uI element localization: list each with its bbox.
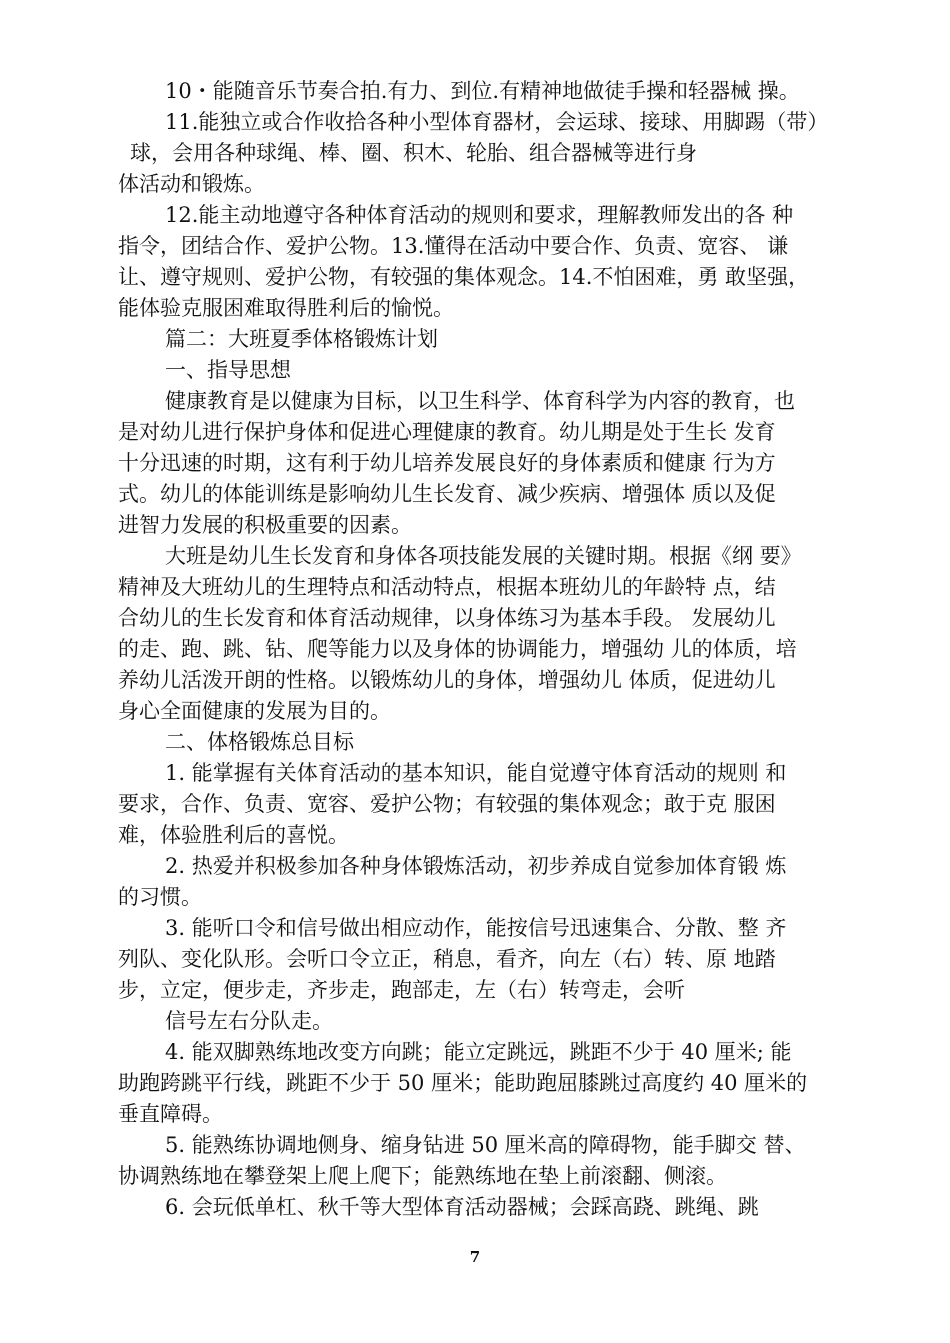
text-line: 健康教育是以健康为目标，以卫生科学、体育科学为内容的教育，也: [165, 389, 795, 413]
text-line: 垂直障碍。: [118, 1102, 223, 1126]
text-line: 信号左右分队走。: [165, 1009, 333, 1033]
text-line: 4. 能双脚熟练地改变方向跳；能立定跳远，跳距不少于 40 厘米; 能: [165, 1040, 792, 1064]
text-line: 10・能随音乐节奏合拍.有力、到位.有精神地做徒手操和轻器械 操。: [165, 79, 800, 103]
text-line: 要求，合作、负责、宽容、爱护公物；有较强的集体观念；敢于克 服困: [118, 792, 776, 816]
text-line: 协调熟练地在攀登架上爬上爬下；能熟练地在垫上前滚翻、侧滚。: [118, 1164, 727, 1188]
text-line: 3. 能听口令和信号做出相应动作，能按信号迅速集合、分散、整 齐: [165, 916, 787, 940]
text-line: 十分迅速的时期，这有利于幼儿培养发展良好的身体素质和健康 行为方: [118, 451, 776, 475]
text-line: 6. 会玩低单杠、秋千等大型体育活动器械；会踩高跷、跳绳、跳: [165, 1195, 759, 1219]
text-line: 精神及大班幼儿的生理特点和活动特点，根据本班幼儿的年龄特 点，结: [118, 575, 776, 599]
section-heading: 篇二：大班夏季体格锻炼计划: [165, 327, 438, 351]
text-line: 指令，团结合作、爱护公物。13.懂得在活动中要合作、负责、宽容、 谦: [118, 234, 789, 258]
text-line: 是对幼儿进行保护身体和促进心理健康的教育。幼儿期是处于生长 发育: [118, 420, 776, 444]
text-line: 的习惯。: [118, 885, 202, 909]
text-line: 身心全面健康的发展为目的。: [118, 699, 391, 723]
page-number: 7: [469, 1248, 481, 1266]
text-line: 2. 热爱并积极参加各种身体锻炼活动，初步养成自觉参加体育锻 炼: [165, 854, 787, 878]
section-heading: 二、体格锻炼总目标: [165, 730, 354, 754]
text-line: 1. 能掌握有关体育活动的基本知识，能自觉遵守体育活动的规则 和: [165, 761, 787, 785]
text-line: 让、遵守规则、爱护公物，有较强的集体观念。14.不怕困难，勇 敢坚强，: [118, 265, 810, 289]
document-body: [118, 76, 830, 1223]
text-line: 11.能独立或合作收拾各种小型体育器材，会运球、接球、用脚踢（带）: [165, 110, 829, 134]
text-line: 能体验克服困难取得胜利后的愉悦。: [118, 296, 454, 320]
text-line: 球，会用各种球绳、棒、圈、积木、轮胎、组合器械等进行身: [130, 141, 697, 165]
section-heading: 一、指导思想: [165, 358, 291, 382]
text-line: 合幼儿的生长发育和体育活动规律，以身体练习为基本手段。 发展幼儿: [118, 606, 776, 630]
text-line: 体活动和锻炼。: [118, 172, 265, 196]
text-line: 养幼儿活泼开朗的性格。以锻炼幼儿的身体，增强幼儿 体质，促进幼儿: [118, 668, 776, 692]
text-line: 12.能主动地遵守各种体育活动的规则和要求，理解教师发出的各 种: [165, 203, 794, 227]
text-line: 助跑跨跳平行线，跳距不少于 50 厘米；能助跑屈膝跳过高度约 40 厘米的: [118, 1071, 808, 1095]
text-line: 难，体验胜利后的喜悦。: [118, 823, 349, 847]
text-line: 式。幼儿的体能训练是影响幼儿生长发育、减少疾病、增强体 质以及促: [118, 482, 776, 506]
text-line: 列队、变化队形。会听口令立正，稍息，看齐，向左（右）转、原 地踏: [118, 947, 776, 971]
text-line: 步，立定，便步走，齐步走，跑部走，左（右）转弯走，会听: [118, 978, 685, 1002]
text-line: 大班是幼儿生长发育和身体各项技能发展的关键时期。根据《纲 要》: [165, 544, 802, 568]
text-line: 的走、跑、跳、钻、爬等能力以及身体的协调能力，增强幼 儿的体质，培: [118, 637, 797, 661]
text-line: 进智力发展的积极重要的因素。: [118, 513, 412, 537]
text-line: 5. 能熟练协调地侧身、缩身钻进 50 厘米高的障碍物，能手脚交 替、: [165, 1133, 806, 1157]
